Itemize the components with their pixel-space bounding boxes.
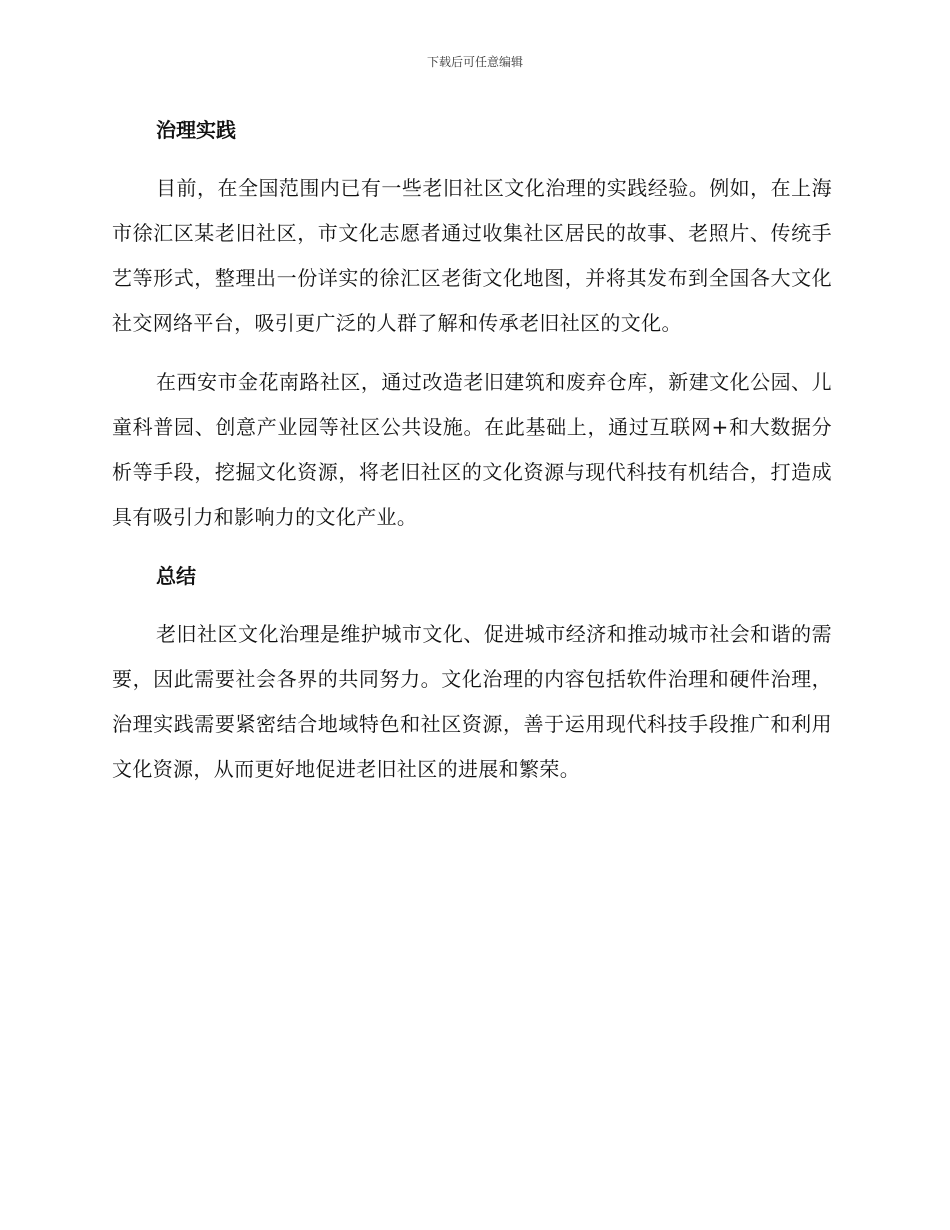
document-body <box>112 108 832 806</box>
page-header: 下载后可任意编辑 <box>426 55 523 69</box>
paragraph-practice-2: 在西安市金花南路社区，通过改造老旧建筑和废弃仓库，新建文化公园、儿童科普园、创意产业园等社区公共设施。在此基础上，通过互联网+和大数据分析等手段，挖掘文化资源，将老旧社区的文化资源与现代科技有机结合，打造成具有吸引力和影响力的文化产业。 <box>112 370 832 529</box>
section-heading-summary: 总结 <box>156 564 196 588</box>
paragraph-practice-1: 目前，在全国范围内已有一些老旧社区文化治理的实践经验。例如，在上海市徐汇区某老旧社区，市文化志愿者通过收集社区居民的故事、老照片、传统手艺等形式，整理出一份详实的徐汇区老街文化地图，并将其发布到全国各大文化社交网络平台，吸引更广泛的人群了解和传承老旧社区的文化。 <box>112 176 832 335</box>
section-heading-practice: 治理实践 <box>156 118 236 142</box>
paragraph-summary-1: 老旧社区文化治理是维护城市文化、促进城市经济和推动城市社会和谐的需要，因此需要社会各界的共同努力。文化治理的内容包括软件治理和硬件治理，治理实践需要紧密结合地域特色和社区资源，善于运用现代科技手段推广和利用文化资源，从而更好地促进老旧社区的进展和繁荣。 <box>112 622 832 781</box>
